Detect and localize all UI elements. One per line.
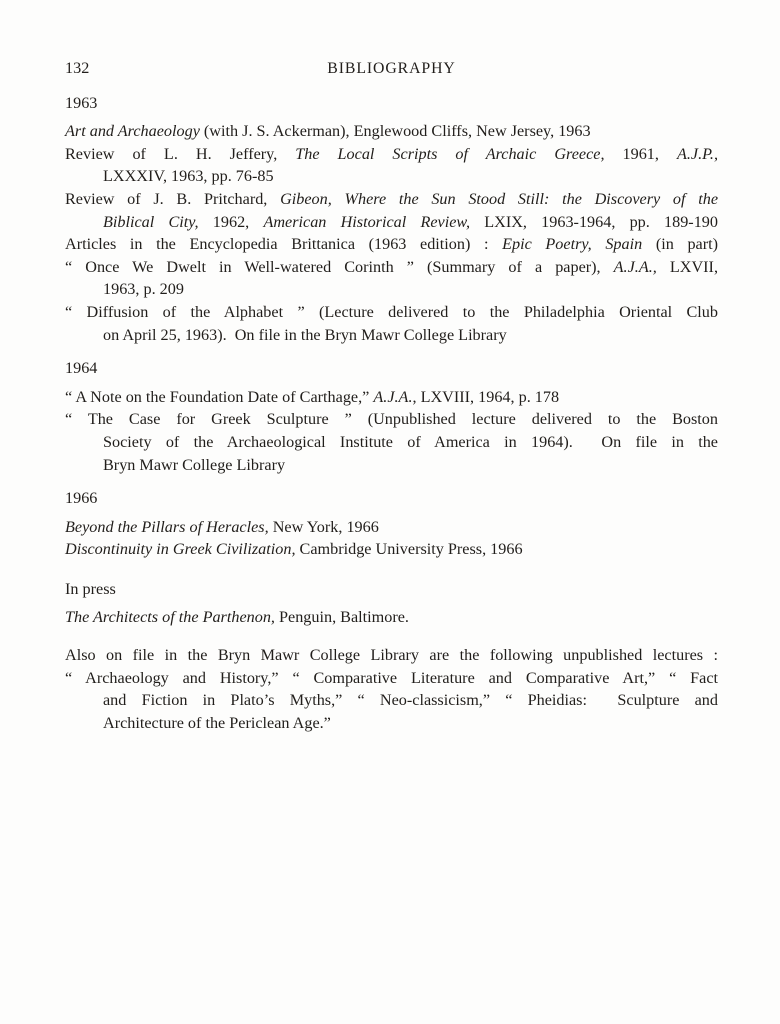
bibliography-entry [65, 188, 718, 233]
italic-text: The Architects of the Parthenon, [65, 608, 275, 627]
entry-line [65, 644, 718, 667]
italic-text: Beyond the Pillars of Heracles, [65, 517, 269, 536]
running-head: BIBLIOGRAPHY [327, 60, 456, 77]
entry-line [65, 233, 718, 256]
text: and Fiction in Plato’s Myths,” “ Neo-classicism,” “ Pheidias: Sculpture and [103, 691, 718, 710]
bibliography-entry [65, 516, 718, 539]
bibliography-entry [65, 644, 718, 667]
bibliography-section [65, 92, 718, 347]
italic-text: Biblical City, [103, 212, 199, 231]
bibliography-section [65, 357, 718, 476]
page-number: 132 [65, 59, 90, 77]
italic-text: Art and Archaeology [65, 122, 200, 141]
bibliography-section [65, 487, 718, 561]
text: 1961, [604, 144, 677, 163]
text: “ Archaeology and History,” “ Comparative Literature and Comparative Art,” “ Fact [65, 668, 718, 687]
entry-line [65, 211, 718, 234]
text: , LXVIII, 1964, p. 178 [412, 387, 560, 406]
text: Articles in the Encyclopedia Brittanica (1963 edition) : [65, 235, 503, 254]
section-heading: 1966 [65, 489, 98, 508]
italic-text: A.J.P., [676, 144, 719, 163]
text: Architecture of the Periclean Age.” [103, 713, 331, 732]
text: “ Once We Dwelt in Well-watered Corinth ” (Summary of a paper), [65, 257, 614, 276]
bibliography-section [65, 578, 718, 629]
bibliography-entry [65, 143, 718, 188]
bibliography-entry [65, 408, 718, 476]
entry-line [65, 324, 718, 347]
italic-text: Gibeon, Where the Sun Stood Still: the Discovery of the [280, 189, 718, 208]
text: Review of L. H. Jeffery, [65, 144, 296, 163]
bibliography [65, 92, 718, 735]
entry-line [65, 667, 718, 690]
bibliography-section [65, 644, 718, 734]
entry-line [65, 143, 718, 166]
entry-line [65, 606, 718, 629]
text: LXIX, 1963-1964, pp. 189-190 [470, 212, 718, 231]
text: 1962, [198, 212, 264, 231]
text: Review of J. B. Pritchard, [65, 189, 281, 208]
text: “ The Case for Greek Sculpture ” (Unpublished lecture delivered to the Boston [65, 410, 718, 429]
bibliography-entry [65, 667, 718, 735]
entry-line [65, 516, 718, 539]
bibliography-entry [65, 256, 718, 301]
entry-line [65, 408, 718, 431]
text: Cambridge University Press, 1966 [295, 540, 523, 559]
section-heading: 1963 [65, 93, 98, 112]
page-header [65, 57, 718, 81]
entry-line [65, 431, 718, 454]
italic-text: Discontinuity in Greek Civilization, [65, 540, 296, 559]
entry-line [65, 188, 718, 211]
text: on April 25, 1963). On file in the Bryn Mawr College Library [103, 325, 507, 344]
italic-text: A.J.A. [373, 387, 413, 406]
text: Also on file in the Bryn Mawr College Library are the following unpublished lectures : [65, 646, 718, 665]
section-heading: In press [65, 579, 116, 598]
text: (with J. S. Ackerman), Englewood Cliffs, New Jersey, 1963 [199, 122, 591, 141]
bibliography-entry [65, 301, 718, 346]
entry-line [65, 256, 718, 279]
text: Society of the Archaeological Institute of America in 1964). On file in the [103, 432, 718, 451]
text: (in part) [642, 235, 719, 254]
bibliography-entry [65, 606, 718, 629]
entry-line [65, 301, 718, 324]
italic-text: The Local Scripts of Archaic Greece, [295, 144, 605, 163]
text: Bryn Mawr College Library [103, 455, 286, 474]
entry-line [65, 386, 718, 409]
text: LXXXIV, 1963, pp. 76-85 [103, 167, 274, 186]
text: 1963, p. 209 [103, 280, 184, 299]
entry-line [65, 454, 718, 477]
entry-line [65, 712, 718, 735]
entry-line [65, 165, 718, 188]
bibliography-entry [65, 538, 718, 561]
text: “ A Note on the Foundation Date of Carthage,” [65, 387, 374, 406]
bibliography-entry [65, 233, 718, 256]
italic-text: American Historical Review, [263, 212, 471, 231]
entry-line [65, 538, 718, 561]
italic-text: A.J.A., [613, 257, 657, 276]
italic-text: Epic Poetry, Spain [502, 235, 643, 254]
entry-line [65, 120, 718, 143]
bibliography-entry [65, 386, 718, 409]
text: Penguin, Baltimore. [274, 608, 409, 627]
section-heading: 1964 [65, 359, 98, 378]
entry-line [65, 689, 718, 712]
entry-line [65, 278, 718, 301]
text: LXVII, [656, 257, 718, 276]
text: New York, 1966 [268, 517, 379, 536]
text: “ Diffusion of the Alphabet ” (Lecture delivered to the Philadelphia Oriental Club [65, 302, 718, 321]
bibliography-entry [65, 120, 718, 143]
